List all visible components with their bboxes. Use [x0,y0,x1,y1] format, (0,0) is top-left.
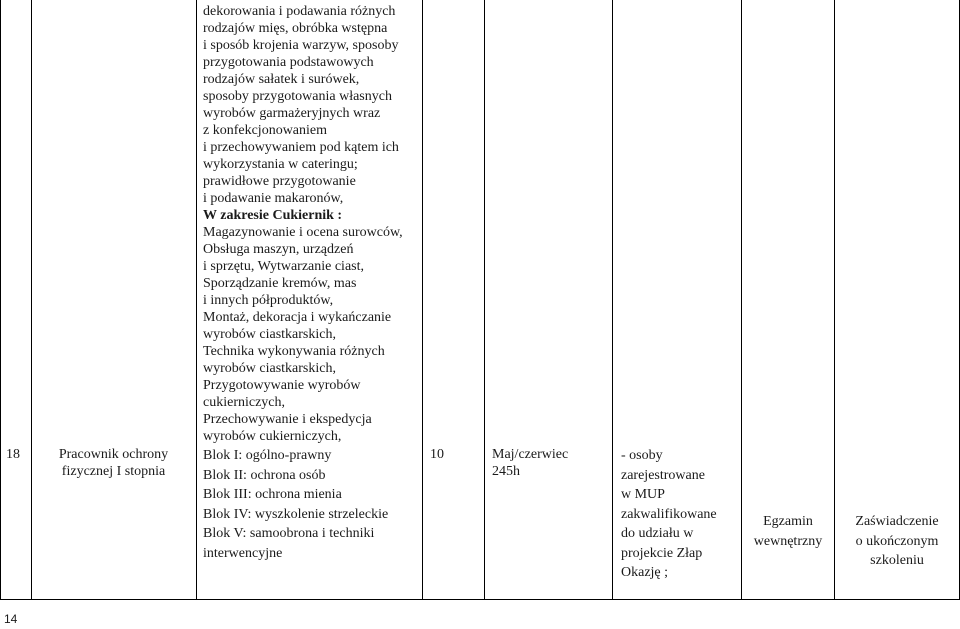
course-name: Pracownik ochrony fizycznej I stopnia [58,447,169,479]
block-line: Blok II: ochrona osób [203,467,326,483]
scope-line: dekorowania i podawania różnych [203,4,396,19]
table-border-bottom [0,599,960,600]
course-scope [203,3,421,445]
scope-line: i podawanie makaronów, [203,191,344,206]
column-divider [834,0,835,600]
target-group: - osoby zarejestrowane w MUP zakwalifikowane do udziału w projekcie Złap Okazję ; [621,448,717,580]
row-number: 18 [6,447,20,462]
scope-line: Sporządzanie kremów, mas [203,276,357,291]
block-line: Blok III: ochrona mienia [203,487,342,502]
block-line: Blok V: samoobrona i techniki [203,526,375,541]
scope-line: Obsługa maszyn, urządzeń [203,242,354,257]
scope-line: wykorzystania w cateringu; [203,157,358,172]
scope-line: sposoby przygotowania własnych [203,89,392,104]
column-divider [741,0,742,600]
column-divider [422,0,423,600]
scope-line: Przygotowywanie wyrobów [203,378,361,393]
scope-line: Przechowywanie i ekspedycja [203,412,372,427]
column-divider [31,0,32,600]
column-divider [612,0,613,600]
scope-line: wyrobów ciastkarskich, [203,327,336,342]
scope-line: i sposób krojenia warzyw, sposoby [203,38,399,53]
scope-line: wyrobów ciastkarskich, [203,361,336,376]
participants-count: 10 [430,447,444,462]
scope-line: cukierniczych, [203,395,286,410]
column-divider [484,0,485,600]
scope-line: Montaż, dekoracja i wykańczanie [203,310,392,325]
block-line: Blok IV: wyszkolenie strzeleckie [203,506,389,522]
block-line: interwencyjne [203,545,283,561]
scope-line: z konfekcjonowaniem [203,123,328,138]
column-divider [196,0,197,600]
scope-line: rodzajów mięs, obróbka wstępna [203,21,388,36]
scope-line: prawidłowe przygotowanie [203,174,356,189]
exam-type: Egzamin wewnętrzny [753,514,823,549]
training-blocks [203,446,421,563]
scope-line: i przechowywaniem pod kątem ich [203,140,399,155]
scope-line: wyrobów garmażeryjnych wraz [203,106,381,121]
table-border-left [0,0,1,600]
scope-line: Technika wykonywania różnych [203,344,385,359]
page-number: 14 [4,612,18,626]
scope-line: rodzajów sałatek i surówek, [203,72,360,87]
scope-line: przygotowania podstawowych [203,55,374,70]
scope-line: wyrobów cukierniczych, [203,429,342,444]
scope-line: Magazynowanie i ocena surowców, [203,225,403,240]
scope-line: i sprzętu, Wytwarzanie ciast, [203,259,364,274]
schedule: Maj/czerwiec 245h [492,447,569,479]
scope-line: i innych półproduktów, [203,293,334,308]
cukiernik-heading: W zakresie Cukiernik : [203,208,343,223]
certificate-type: Zaświadczenie o ukończonym szkoleniu [855,514,939,568]
block-line: Blok I: ogólno-prawny [203,448,332,463]
